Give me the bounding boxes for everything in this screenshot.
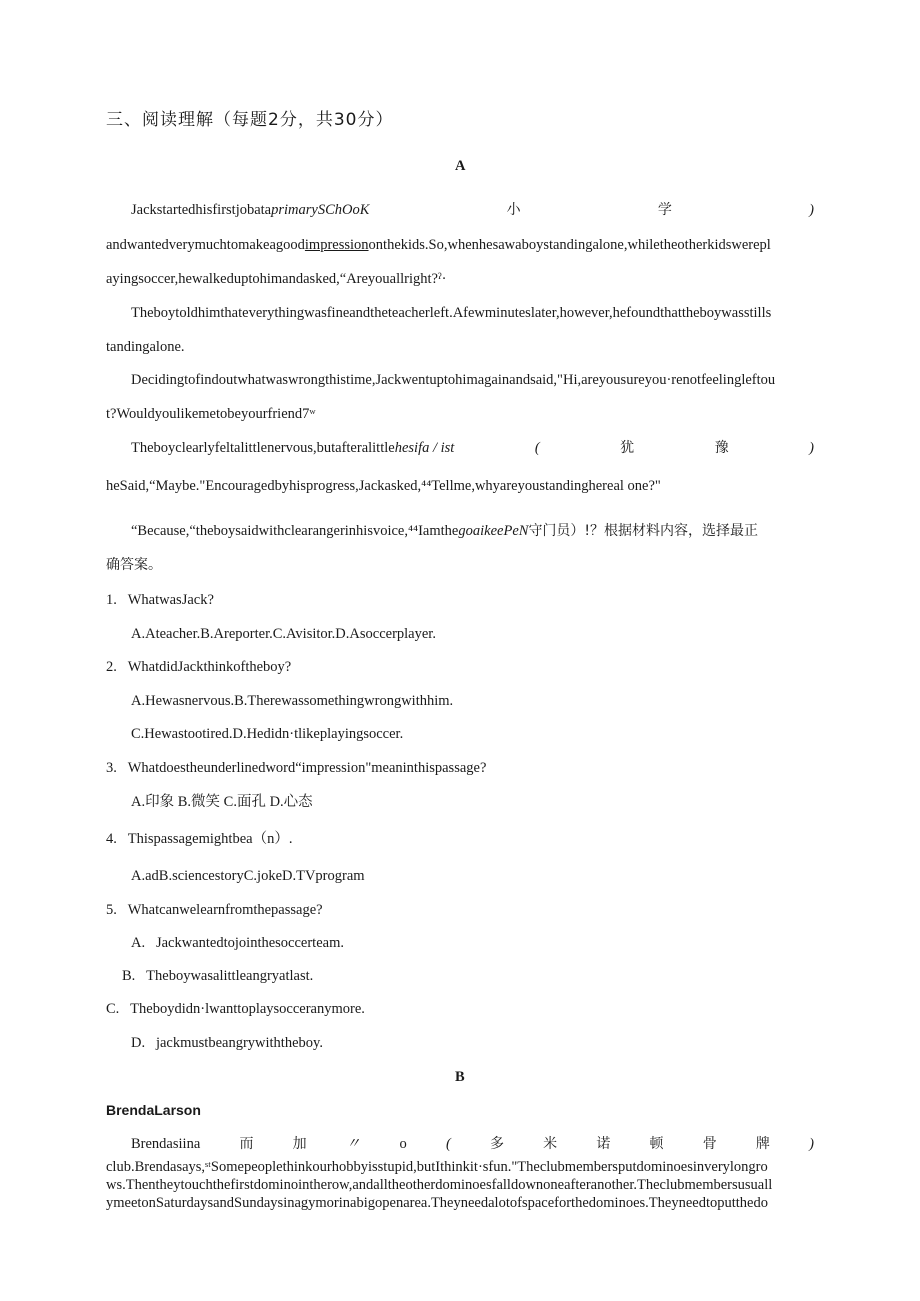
- p4-start: Theboyclearlyfeltalittlenervous,butafteralittlehesifa / ist: [131, 440, 455, 456]
- b-gloss-10: 骨: [702, 1136, 717, 1152]
- passage-a-p2-line2: tandingalone.: [106, 339, 185, 355]
- b-gloss-5: (: [445, 1136, 451, 1152]
- b-gloss-7: 米: [543, 1136, 558, 1152]
- b-gloss-9: 顿: [649, 1136, 664, 1152]
- passage-a-p3-line2: t?Wouldyoulikemetobeyourfriend7ʷ: [106, 406, 316, 422]
- b-gloss-11: 牌: [755, 1136, 770, 1152]
- question-5: 5. Whatcanwelearnfromthepassage?: [106, 902, 323, 918]
- question-5-option-a: A. Jackwantedtojointhesoccerteam.: [131, 935, 344, 951]
- question-5-option-c: C. Theboydidn·lwanttoplaysocceranymore.: [106, 1001, 365, 1017]
- question-3: 3. Whatdoestheunderlinedword“impression"meaninthispassage?: [106, 760, 487, 776]
- p4-gloss-2: 犹: [620, 440, 635, 456]
- passage-a-p2-line1: Theboytoldhimthateverythingwasfineandtheteacherleft.Afewminuteslater,however,hefoundthattheboywasstills: [131, 305, 772, 321]
- passage-a-p5-line2: 确答案。: [106, 557, 162, 573]
- passage-a-p4-line2: heSaid,“Maybe."Encouragedbyhisprogress,Jackasked,⁴⁴Tellme,whyareyoustandinghereal one?": [106, 478, 661, 494]
- question-1: 1. WhatwasJack?: [106, 592, 214, 608]
- p4-gloss-4: ): [809, 440, 814, 456]
- question-2-options-2: C.Hewastootired.D.Hedidn·tlikeplayingsoccer.: [131, 726, 404, 742]
- passage-a-p5-line1: “Because,“theboysaidwithclearangerinhisvoice,⁴⁴IamthegoaikeePeN守门员）!？根据材料内容，选择最正: [131, 523, 759, 539]
- p4-gloss-1: (: [534, 440, 540, 456]
- passage-b-line4: ymeetonSaturdaysandSundaysinagymorinabigopenarea.Theyneedalotofspaceforthedominoes.Theyneedtoputthedo: [106, 1195, 768, 1211]
- passage-b-line1: [131, 1135, 814, 1153]
- b-gloss-2: 加: [292, 1136, 307, 1152]
- p1-start: JackstartedhisfirstjobataprimarySChOoK: [131, 202, 370, 218]
- question-5-option-b: B. Theboywasalittleangryatlast.: [122, 968, 314, 984]
- passage-a-p4-line1: [131, 439, 814, 457]
- passage-b-line2: club.Brendasays,ˢᵗSomepeoplethinkourhobbyisstupid,butIthinkit·sfun."Theclubmembersputdominoesinverylongro: [106, 1159, 768, 1175]
- b-gloss-8: 诺: [596, 1136, 611, 1152]
- passage-a-heading: A: [455, 158, 466, 174]
- p1-gloss-2: 学: [657, 202, 672, 218]
- p1-gloss-1: 小: [506, 202, 521, 218]
- p4-italic: hesifa / ist: [394, 440, 455, 456]
- p1-gloss-3: ): [809, 202, 814, 218]
- question-1-options: A.Ateacher.B.Areporter.C.Avisitor.D.Asoccerplayer.: [131, 626, 436, 642]
- b-gloss-4: o: [399, 1136, 407, 1152]
- passage-a-p1-line2: andwantedverymuchtomakeagoodimpressiononthekids.So,whenhesawaboystandingalone,whiletheotherkidswerepl: [106, 237, 771, 253]
- b-gloss-6: 多: [489, 1136, 504, 1152]
- underlined-word: impression: [304, 237, 369, 253]
- question-4-options: A.adB.sciencestoryC.jokeD.TVprogram: [131, 868, 365, 884]
- b-gloss-3: 〃: [345, 1136, 361, 1152]
- question-4: 4. Thispassagemightbea（n）.: [106, 831, 293, 847]
- passage-a-p3-line1: Decidingtofindoutwhatwaswrongthistime,Jackwentuptohimagainandsaid,"Hi,areyousureyou·renotfeelingleftou: [131, 372, 776, 388]
- passage-a-p1-line3: ayingsoccer,hewalkeduptohimandasked,“Areyouallright?ˀ·: [106, 271, 447, 287]
- p1-italic: primarySChOoK: [271, 202, 370, 218]
- question-3-options: A.印象 B.微笑 C.面孔 D.心态: [131, 794, 313, 810]
- section-title: 三、阅读理解（每题2分，共30分）: [106, 110, 394, 130]
- p5-italic: goaikeePeN: [458, 523, 529, 539]
- passage-a-p1-line1: [131, 201, 814, 219]
- passage-b-line3: ws.Thentheytouchthefirstdominointherow,andalltheotherdominoesfalldownoneafteranother.Theclubmembersusuall: [106, 1177, 773, 1193]
- b-gloss-12: ): [809, 1136, 814, 1152]
- question-2-options-1: A.Hewasnervous.B.Therewassomethingwrongwithhim.: [131, 693, 454, 709]
- b-gloss-1: 而: [239, 1136, 254, 1152]
- question-5-option-d: D. jackmustbeangrywiththeboy.: [131, 1035, 323, 1051]
- b-line1-start: Brendasiina: [131, 1136, 201, 1152]
- passage-b-heading: B: [455, 1069, 465, 1085]
- question-2: 2. WhatdidJackthinkoftheboy?: [106, 659, 292, 675]
- passage-b-subheading: BrendaLarson: [106, 1102, 201, 1118]
- p4-gloss-3: 豫: [714, 440, 729, 456]
